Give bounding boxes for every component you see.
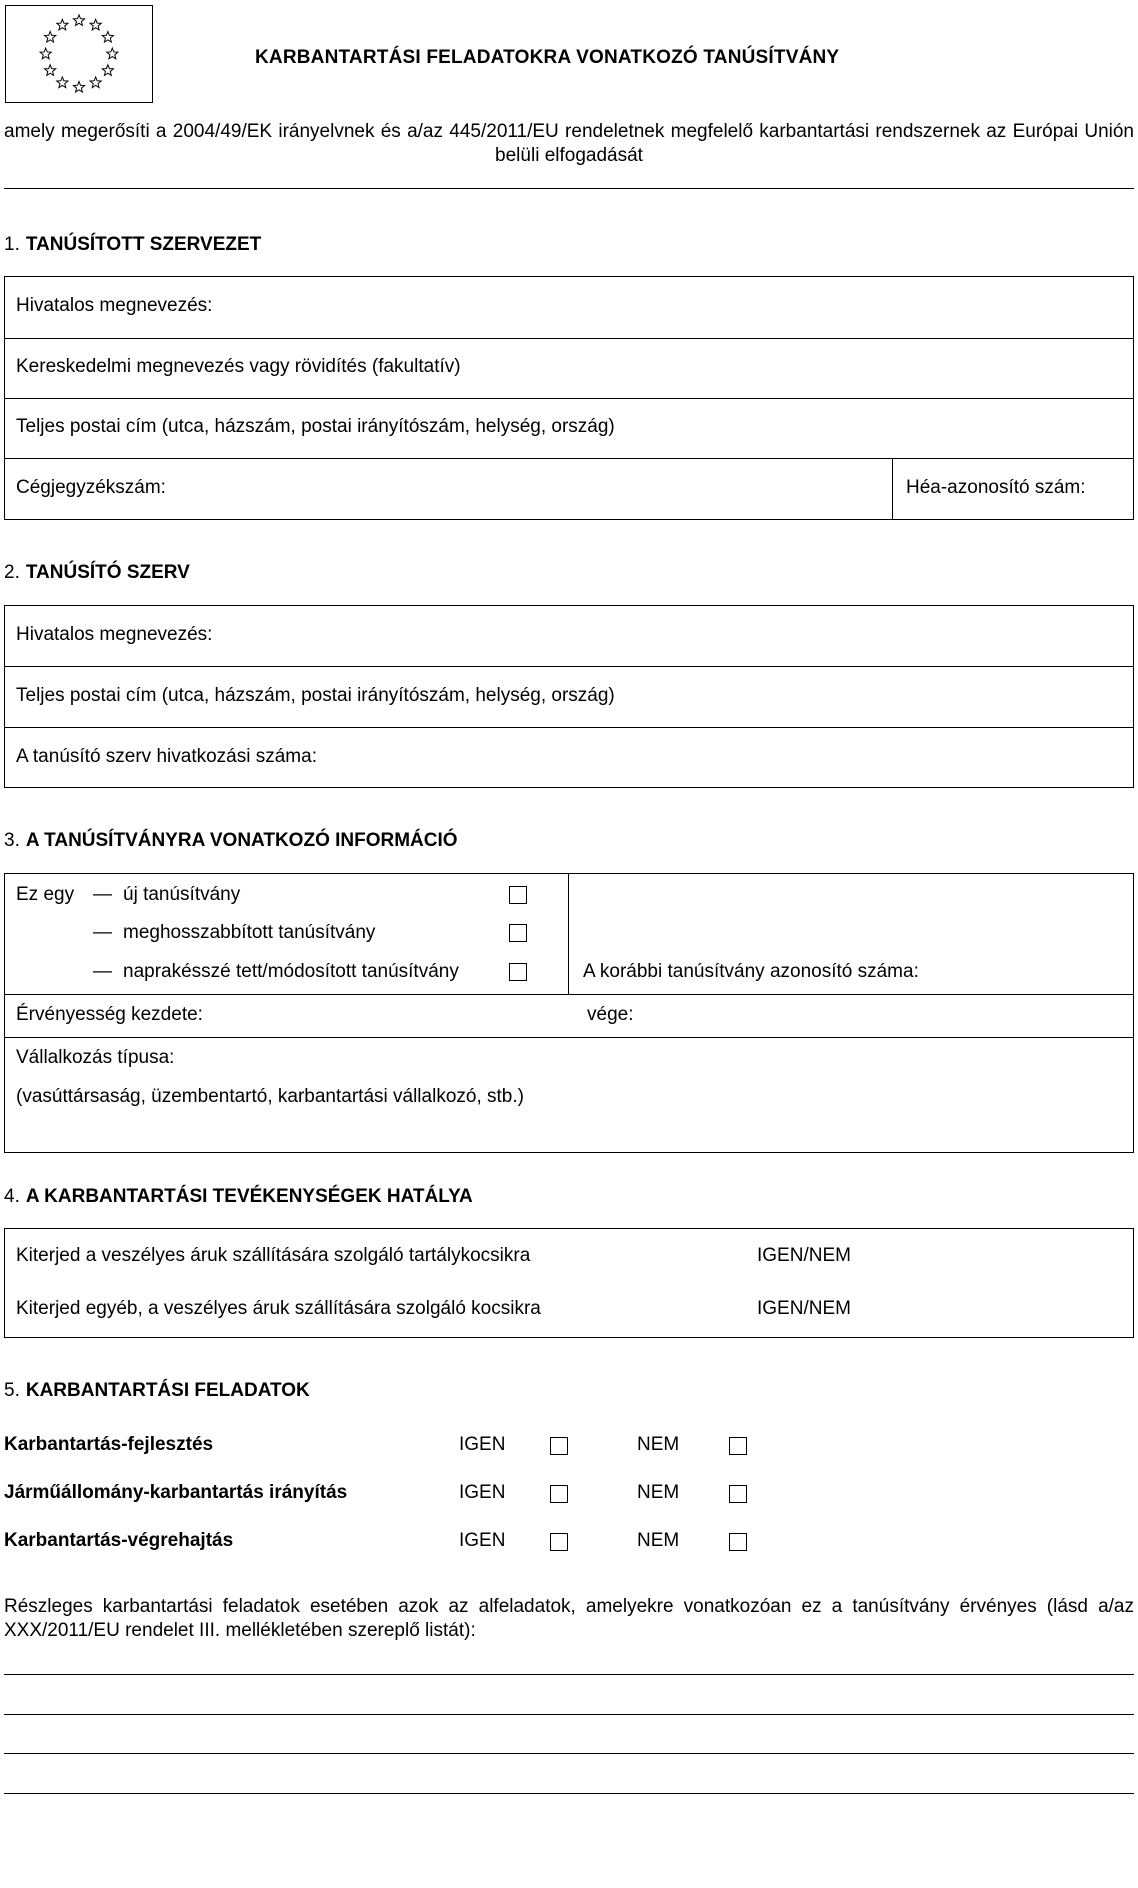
section-3-title: A TANÚSÍTVÁNYRA VONATKOZÓ INFORMÁCIÓ bbox=[25, 830, 458, 851]
divider bbox=[892, 458, 893, 519]
validity-end-field[interactable]: vége: bbox=[587, 1004, 634, 1025]
task-fleet-management-label: Járműállomány-karbantartás irányítás bbox=[4, 1482, 348, 1503]
section-1-box bbox=[4, 276, 1134, 520]
task-execution-no-checkbox[interactable] bbox=[729, 1533, 747, 1551]
header-divider bbox=[4, 188, 1134, 189]
no-label: NEM bbox=[637, 1434, 680, 1455]
divider bbox=[5, 666, 1133, 667]
option-renewed-label: meghosszabbított tanúsítvány bbox=[123, 922, 376, 943]
star-icon bbox=[102, 65, 113, 76]
star-icon bbox=[73, 81, 84, 92]
section-2-title: TANÚSÍTÓ SZERV bbox=[25, 562, 190, 583]
star-icon bbox=[45, 65, 56, 76]
dash: — bbox=[93, 884, 112, 905]
eu-flag-stars-icon bbox=[6, 6, 152, 102]
document-subtitle: amely megerősíti a 2004/49/EK irányelvnek és a/az 445/2011/EU rendeletnek megfelelő karbantartási rendszernek az Európai Unión belüli elfogadását bbox=[4, 121, 1134, 166]
no-label: NEM bbox=[637, 1530, 680, 1551]
fill-in-line[interactable] bbox=[4, 1674, 1134, 1675]
section-2-heading bbox=[4, 562, 190, 584]
section-2-number: 2. bbox=[4, 562, 20, 583]
star-icon bbox=[102, 31, 113, 42]
option-new-label: új tanúsítvány bbox=[123, 884, 241, 905]
postal-address-field[interactable]: Teljes postai cím (utca, házszám, postai irányítószám, helység, ország) bbox=[16, 416, 615, 437]
body-postal-address-field[interactable]: Teljes postai cím (utca, házszám, postai irányítószám, helység, ország) bbox=[16, 685, 615, 706]
document-title: KARBANTARTÁSI FELADATOKRA VONATKOZÓ TANÚSÍTVÁNY bbox=[255, 47, 840, 68]
eu-flag-logo bbox=[5, 5, 153, 103]
divider bbox=[5, 727, 1133, 728]
validity-start-field[interactable]: Érvényesség kezdete: bbox=[16, 1004, 203, 1025]
no-label: NEM bbox=[637, 1482, 680, 1503]
star-icon bbox=[73, 15, 84, 26]
divider bbox=[5, 458, 1133, 459]
enterprise-type-field[interactable]: Vállalkozás típusa: bbox=[16, 1047, 175, 1068]
yes-label: IGEN bbox=[459, 1482, 506, 1503]
task-development-yes-checkbox[interactable] bbox=[550, 1437, 568, 1455]
enterprise-type-examples: (vasúttársaság, üzembentartó, karbantartási vállalkozó, stb.) bbox=[16, 1086, 524, 1107]
vat-id-field[interactable]: Héa-azonosító szám: bbox=[906, 477, 1086, 498]
trade-name-field[interactable]: Kereskedelmi megnevezés vagy rövidítés (fakultatív) bbox=[16, 356, 461, 377]
section-3-number: 3. bbox=[4, 830, 20, 851]
company-registration-field[interactable]: Cégjegyzékszám: bbox=[16, 477, 166, 498]
star-icon bbox=[40, 48, 51, 59]
star-icon bbox=[90, 19, 101, 30]
option-updated-checkbox[interactable] bbox=[509, 963, 527, 981]
dash: — bbox=[93, 961, 112, 982]
star-icon bbox=[107, 48, 118, 59]
scope-other-wagons-value[interactable]: IGEN/NEM bbox=[757, 1298, 851, 1319]
section-2-box bbox=[4, 605, 1134, 788]
task-development-no-checkbox[interactable] bbox=[729, 1437, 747, 1455]
previous-certificate-id-field[interactable]: A korábbi tanúsítvány azonosító száma: bbox=[583, 961, 919, 982]
section-5-heading bbox=[4, 1380, 310, 1402]
section-5-number: 5. bbox=[4, 1380, 20, 1401]
divider bbox=[5, 398, 1133, 399]
scope-tank-wagons-value[interactable]: IGEN/NEM bbox=[757, 1245, 851, 1266]
body-reference-field[interactable]: A tanúsító szerv hivatkozási száma: bbox=[16, 746, 317, 767]
body-official-name-field[interactable]: Hivatalos megnevezés: bbox=[16, 624, 213, 645]
option-new-checkbox[interactable] bbox=[509, 886, 527, 904]
option-renewed-checkbox[interactable] bbox=[509, 924, 527, 942]
star-icon bbox=[90, 77, 101, 88]
task-development-label: Karbantartás-fejlesztés bbox=[4, 1434, 214, 1455]
dash: — bbox=[93, 922, 112, 943]
section-1-number: 1. bbox=[4, 234, 20, 255]
section-1-heading bbox=[4, 234, 261, 256]
task-fleet-management-yes-checkbox[interactable] bbox=[550, 1485, 568, 1503]
task-fleet-management-no-checkbox[interactable] bbox=[729, 1485, 747, 1503]
scope-tank-wagons-label: Kiterjed a veszélyes áruk szállítására szolgáló tartálykocsikra bbox=[16, 1245, 531, 1266]
scope-other-wagons-label: Kiterjed egyéb, a veszélyes áruk szállítására szolgáló kocsikra bbox=[16, 1298, 541, 1319]
section-4-box bbox=[4, 1228, 1134, 1338]
divider bbox=[5, 994, 1133, 995]
partial-tasks-note: Részleges karbantartási feladatok esetében azok az alfeladatok, amelyekre vonatkozóan ez a tanúsítvány érvényes (lásd a/az XXX/2011/EU rendelet III. mellékletében szereplő listát): bbox=[4, 1596, 1134, 1641]
section-4-title: A KARBANTARTÁSI TEVÉKENYSÉGEK HATÁLYA bbox=[25, 1186, 473, 1207]
fill-in-line[interactable] bbox=[4, 1793, 1134, 1794]
star-icon bbox=[57, 19, 68, 30]
fill-in-line[interactable] bbox=[4, 1714, 1134, 1715]
section-5-title: KARBANTARTÁSI FELADATOK bbox=[25, 1380, 310, 1401]
section-3-heading bbox=[4, 830, 458, 852]
this-is-label: Ez egy bbox=[16, 884, 75, 905]
divider bbox=[568, 874, 569, 994]
fill-in-line[interactable] bbox=[4, 1753, 1134, 1754]
yes-label: IGEN bbox=[459, 1434, 506, 1455]
option-updated-label: naprakésszé tett/módosított tanúsítvány bbox=[123, 961, 459, 982]
official-name-field[interactable]: Hivatalos megnevezés: bbox=[16, 295, 213, 316]
star-icon bbox=[57, 77, 68, 88]
section-4-heading bbox=[4, 1186, 473, 1208]
section-3-box bbox=[4, 873, 1134, 1153]
section-1-title: TANÚSÍTOTT SZERVEZET bbox=[25, 234, 262, 255]
yes-label: IGEN bbox=[459, 1530, 506, 1551]
task-execution-label: Karbantartás-végrehajtás bbox=[4, 1530, 234, 1551]
section-4-number: 4. bbox=[4, 1186, 20, 1207]
task-execution-yes-checkbox[interactable] bbox=[550, 1533, 568, 1551]
divider bbox=[5, 1037, 1133, 1038]
star-icon bbox=[45, 31, 56, 42]
divider bbox=[5, 338, 1133, 339]
